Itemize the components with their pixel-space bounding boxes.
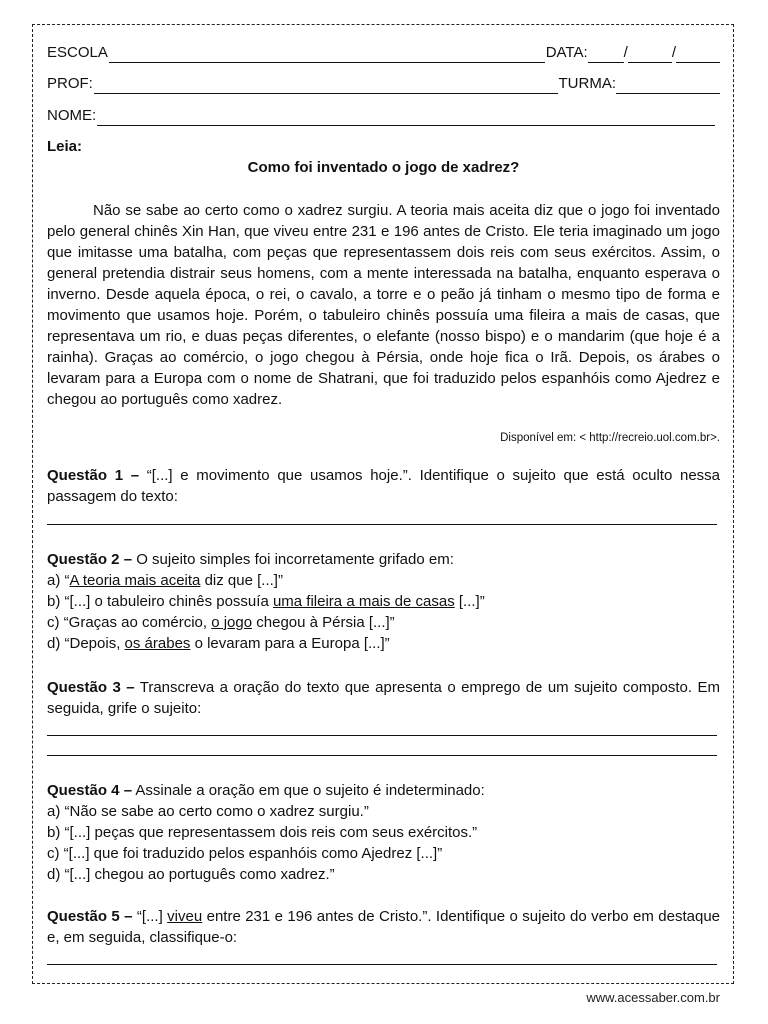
question-4-option-c[interactable]: c) “[...] que foi traduzido pelos espanhóis como Ajedrez [...]” xyxy=(47,845,443,862)
reading-lead: Leia: xyxy=(47,138,83,155)
question-2-option-c[interactable]: c) “Graças ao comércio, o jogo chegou à Pérsia [...]” xyxy=(47,614,395,631)
teacher-blank[interactable] xyxy=(94,78,558,94)
question-2 xyxy=(47,549,720,654)
teacher-label: PROF: xyxy=(47,75,93,92)
question-2-label: Questão 2 – xyxy=(47,551,133,568)
reading-title: Como foi inventado o jogo de xadrez? xyxy=(247,159,520,176)
question-2-option-d[interactable]: d) “Depois, os árabes o levaram para a Europa [...]” xyxy=(47,635,390,652)
question-3-text: Transcreva a oração do texto que apresenta o emprego de um sujeito composto. Em seguida, grife o sujeito: xyxy=(47,679,720,717)
question-3-answer-line-2[interactable] xyxy=(47,754,717,756)
class-label: TURMA: xyxy=(558,75,616,92)
name-blank[interactable] xyxy=(97,110,715,126)
question-4-option-a[interactable]: a) “Não se sabe ao certo como o xadrez surgiu.” xyxy=(47,803,369,820)
date-slash-1: / xyxy=(623,44,628,61)
question-5: Questão 5 – “[...] viveu entre 231 e 196 antes de Cristo.”. Identifique o sujeito do verbo em destaque e, em seguida, classifique-o: xyxy=(47,908,721,946)
question-4-text: Assinale a oração em que o sujeito é indeterminado: xyxy=(135,782,485,799)
name-label: NOME: xyxy=(47,107,97,124)
question-4-option-d[interactable]: d) “[...] chegou ao português como xadrez.” xyxy=(47,866,335,883)
question-5-label: Questão 5 – xyxy=(47,908,133,925)
question-2-text: O sujeito simples foi incorretamente grifado em: xyxy=(136,551,454,568)
school-line xyxy=(47,41,720,63)
date-year-blank[interactable] xyxy=(676,47,720,63)
question-3-answer-line-1[interactable] xyxy=(47,734,717,736)
date-slash-2: / xyxy=(671,44,676,61)
question-1-answer-line[interactable] xyxy=(47,523,717,525)
question-5-answer-line[interactable] xyxy=(47,963,717,965)
question-5-highlighted-verb: viveu xyxy=(167,908,203,925)
question-1-label: Questão 1 – xyxy=(47,467,140,484)
school-blank[interactable] xyxy=(109,47,545,63)
question-4-option-b[interactable]: b) “[...] peças que representassem dois reis com seus exércitos.” xyxy=(47,824,478,841)
date-day-blank[interactable] xyxy=(588,47,624,63)
question-2-option-b[interactable]: b) “[...] o tabuleiro chinês possuía uma fileira a mais de casas [...]” xyxy=(47,593,485,610)
question-1 xyxy=(47,465,720,507)
question-3 xyxy=(47,677,720,719)
question-2-option-a[interactable]: a) “A teoria mais aceita diz que [...]” xyxy=(47,572,283,589)
question-3-label: Questão 3 – xyxy=(47,679,135,696)
reading-source: Disponível em: < http://recreio.uol.com.br>. xyxy=(500,432,720,444)
name-line xyxy=(47,104,716,126)
reading-text: Não se sabe ao certo como o xadrez surgiu. A teoria mais aceita diz que o jogo foi inventado pelo general chinês Xin Han, que viveu entre 231 e 196 antes de Cristo. Ele teria imaginado um jogo que imitasse uma batalha, com peças que representassem dois reis com seus exércitos. Assim, o general pretendia distrair seus homens, com a mente interessada na batalha, enquanto esperava o inverno. Desde aquela época, o rei, o cavalo, a torre e o peão já tinham o mesmo tipo de forma e movimento que usamos hoje. Porém, o tabuleiro chinês possuía uma fileira a mais de casas, que representava um rio, e duas peças diferentes, o elefante (nosso bispo) e o mandarim (que hoje é a rainha). Graças ao comércio, o jogo chegou à Pérsia, onde hoje fica o Irã. Depois, os árabes o levaram para a Europa com o nome de Shatrani, que foi traduzido pelos espanhóis como Ajedrez e chegou ao português como xadrez. xyxy=(47,202,720,408)
date-label: DATA: xyxy=(545,44,588,61)
date-month-blank[interactable] xyxy=(628,47,672,63)
question-4-label: Questão 4 – xyxy=(47,782,133,799)
footer-site[interactable]: www.acessaber.com.br xyxy=(586,990,720,1005)
school-label: ESCOLA xyxy=(47,44,108,61)
class-blank[interactable] xyxy=(616,78,720,94)
teacher-line xyxy=(47,72,720,94)
question-4 xyxy=(47,780,720,885)
question-1-text: “[...] e movimento que usamos hoje.”. Identifique o sujeito que está oculto nessa passagem do texto: xyxy=(47,467,721,505)
